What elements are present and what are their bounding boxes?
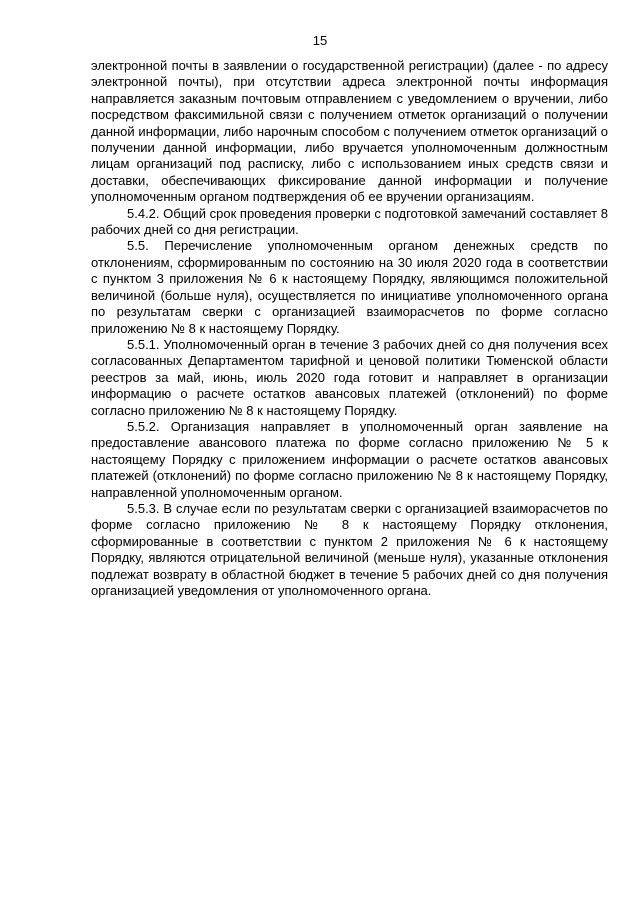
paragraph-5-4-2: 5.4.2. Общий срок проведения проверки с подготовкой замечаний составляет 8 рабочих дней со дня регистрации. bbox=[91, 205, 608, 238]
paragraph-5-5-3: 5.5.3. В случае если по результатам сверки с организацией взаиморасчетов по форме согласно приложению № 8 к настоящему Порядку отклонения, сформированные в соответствии с пунктом 2 приложения № 6 к настоящему Порядку, являются отрицательной величиной (меньше нуля), указанные отклонения подлежат возврату в областной бюджет в течение 5 рабочих дней со дня получения организацией уведомления от уполномоченного органа. bbox=[91, 500, 608, 598]
document-body bbox=[91, 58, 608, 599]
paragraph-5-5: 5.5. Перечисление уполномоченным органом денежных средств по отклонениям, сформированным по состоянию на 30 июля 2020 года в соответствии с пунктом 3 приложения № 6 к настоящему Порядку, являющимся положительной величиной (больше нуля), осуществляется по инициативе уполномоченного органа по результатам сверки с организацией взаиморасчетов по форме согласно приложению № 8 к настоящему Порядку. bbox=[91, 238, 608, 336]
page-number: 15 bbox=[312, 33, 328, 48]
paragraph-5-5-2: 5.5.2. Организация направляет в уполномоченный орган заявление на предоставление авансового платежа по форме согласно приложению № 5 к настоящему Порядку с приложением информации о расчете остатков авансовых платежей (отклонений) по форме согласно приложению № 8 к настоящему Порядку, направленной уполномоченным органом. bbox=[91, 418, 608, 500]
paragraph-5-5-1: 5.5.1. Уполномоченный орган в течение 3 рабочих дней со дня получения всех согласованных Департаментом тарифной и ценовой политики Тюменской области реестров за май, июнь, июль 2020 года готовит и направляет в организации информацию о расчете остатков авансовых платежей (отклонений) по форме согласно приложению № 8 к настоящему Порядку. bbox=[91, 336, 608, 418]
paragraph-continuation: электронной почты в заявлении о государственной регистрации) (далее - по адресу электронной почты), при отсутствии адреса электронной почты информация направляется заказным почтовым отправлением с уведомлением о вручении, либо посредством факсимильной связи с получением отметок организаций о получении данной информации, либо нарочным способом с получением отметок организаций о получении данной информации, либо вручается уполномоченным должностным лицам организаций под расписку, либо с использованием иных средств связи и доставки, обеспечивающих фиксирование данной информации и получение уполномоченным органом подтверждения об ее вручении организациям. bbox=[91, 58, 608, 205]
